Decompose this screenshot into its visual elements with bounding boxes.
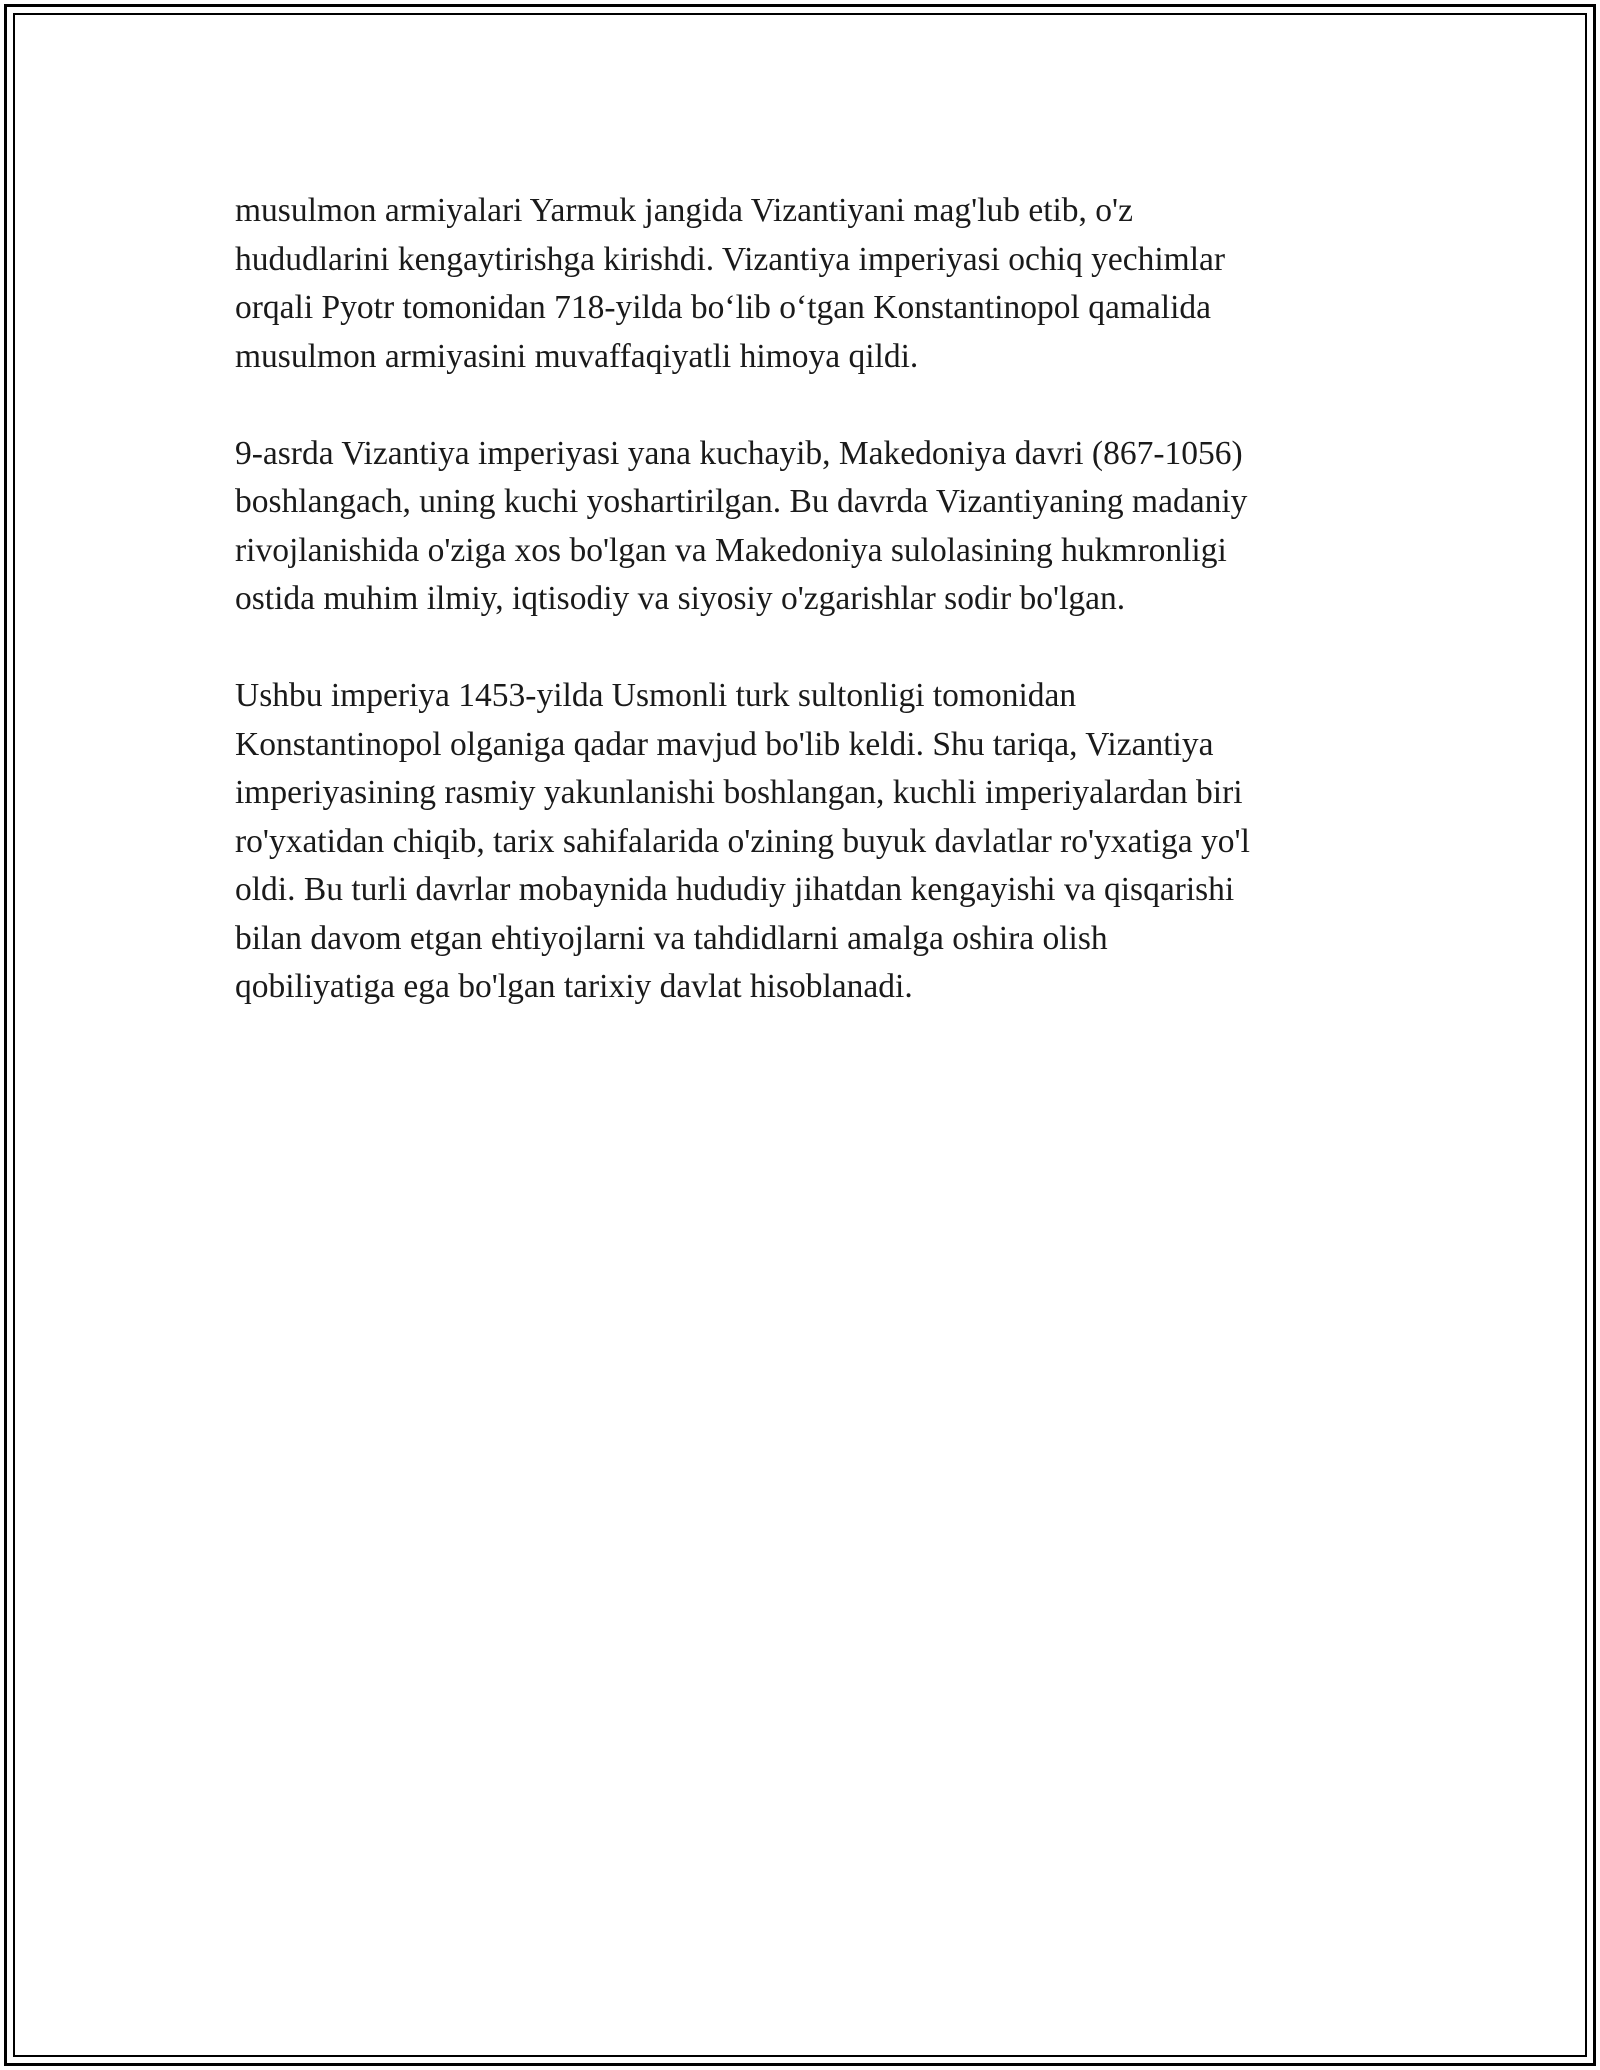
document-body xyxy=(235,187,1365,1060)
paragraph-1: musulmon armiyalari Yarmuk jangida Vizantiyani mag'lub etib, o'z hududlarini kengaytirishga kirishdi. Vizantiya imperiyasi ochiq yechimlar orqali Pyotr tomonidan 718-yilda bo‘lib o‘tgan Konstantinopol qamalida musulmon armiyasini muvaffaqiyatli himoya qildi. xyxy=(235,192,1226,375)
paragraph-3: Ushbu imperiya 1453-yilda Usmonli turk sultonligi tomonidan Konstantinopol olganiga qadar mavjud bo'lib keldi. Shu tariqa, Vizantiya imperiyasining rasmiy yakunlanishi boshlangan, kuchli imperiyalardan biri ro'yxatidan chiqib, tarix sahifalarida o'zining buyuk davlatlar ro'yxatiga yo'l oldi. Bu turli davrlar mobaynida hududiy jihatdan kengayishi va qisqarishi bilan davom etgan ehtiyojlarni va tahdidlarni amalga oshira olish qobiliyatiga ega bo'lgan tarixiy davlat hisoblanadi. xyxy=(235,677,1250,1005)
paragraph-2: 9-asrda Vizantiya imperiyasi yana kuchayib, Makedoniya davri (867-1056) boshlangach, uning kuchi yoshartirilgan. Bu davrda Vizantiyaning madaniy rivojlanishida o'ziga xos bo'lgan va Makedoniya sulolasining hukmronligi ostida muhim ilmiy, iqtisodiy va siyosiy o'zgarishlar sodir bo'lgan. xyxy=(235,434,1248,617)
